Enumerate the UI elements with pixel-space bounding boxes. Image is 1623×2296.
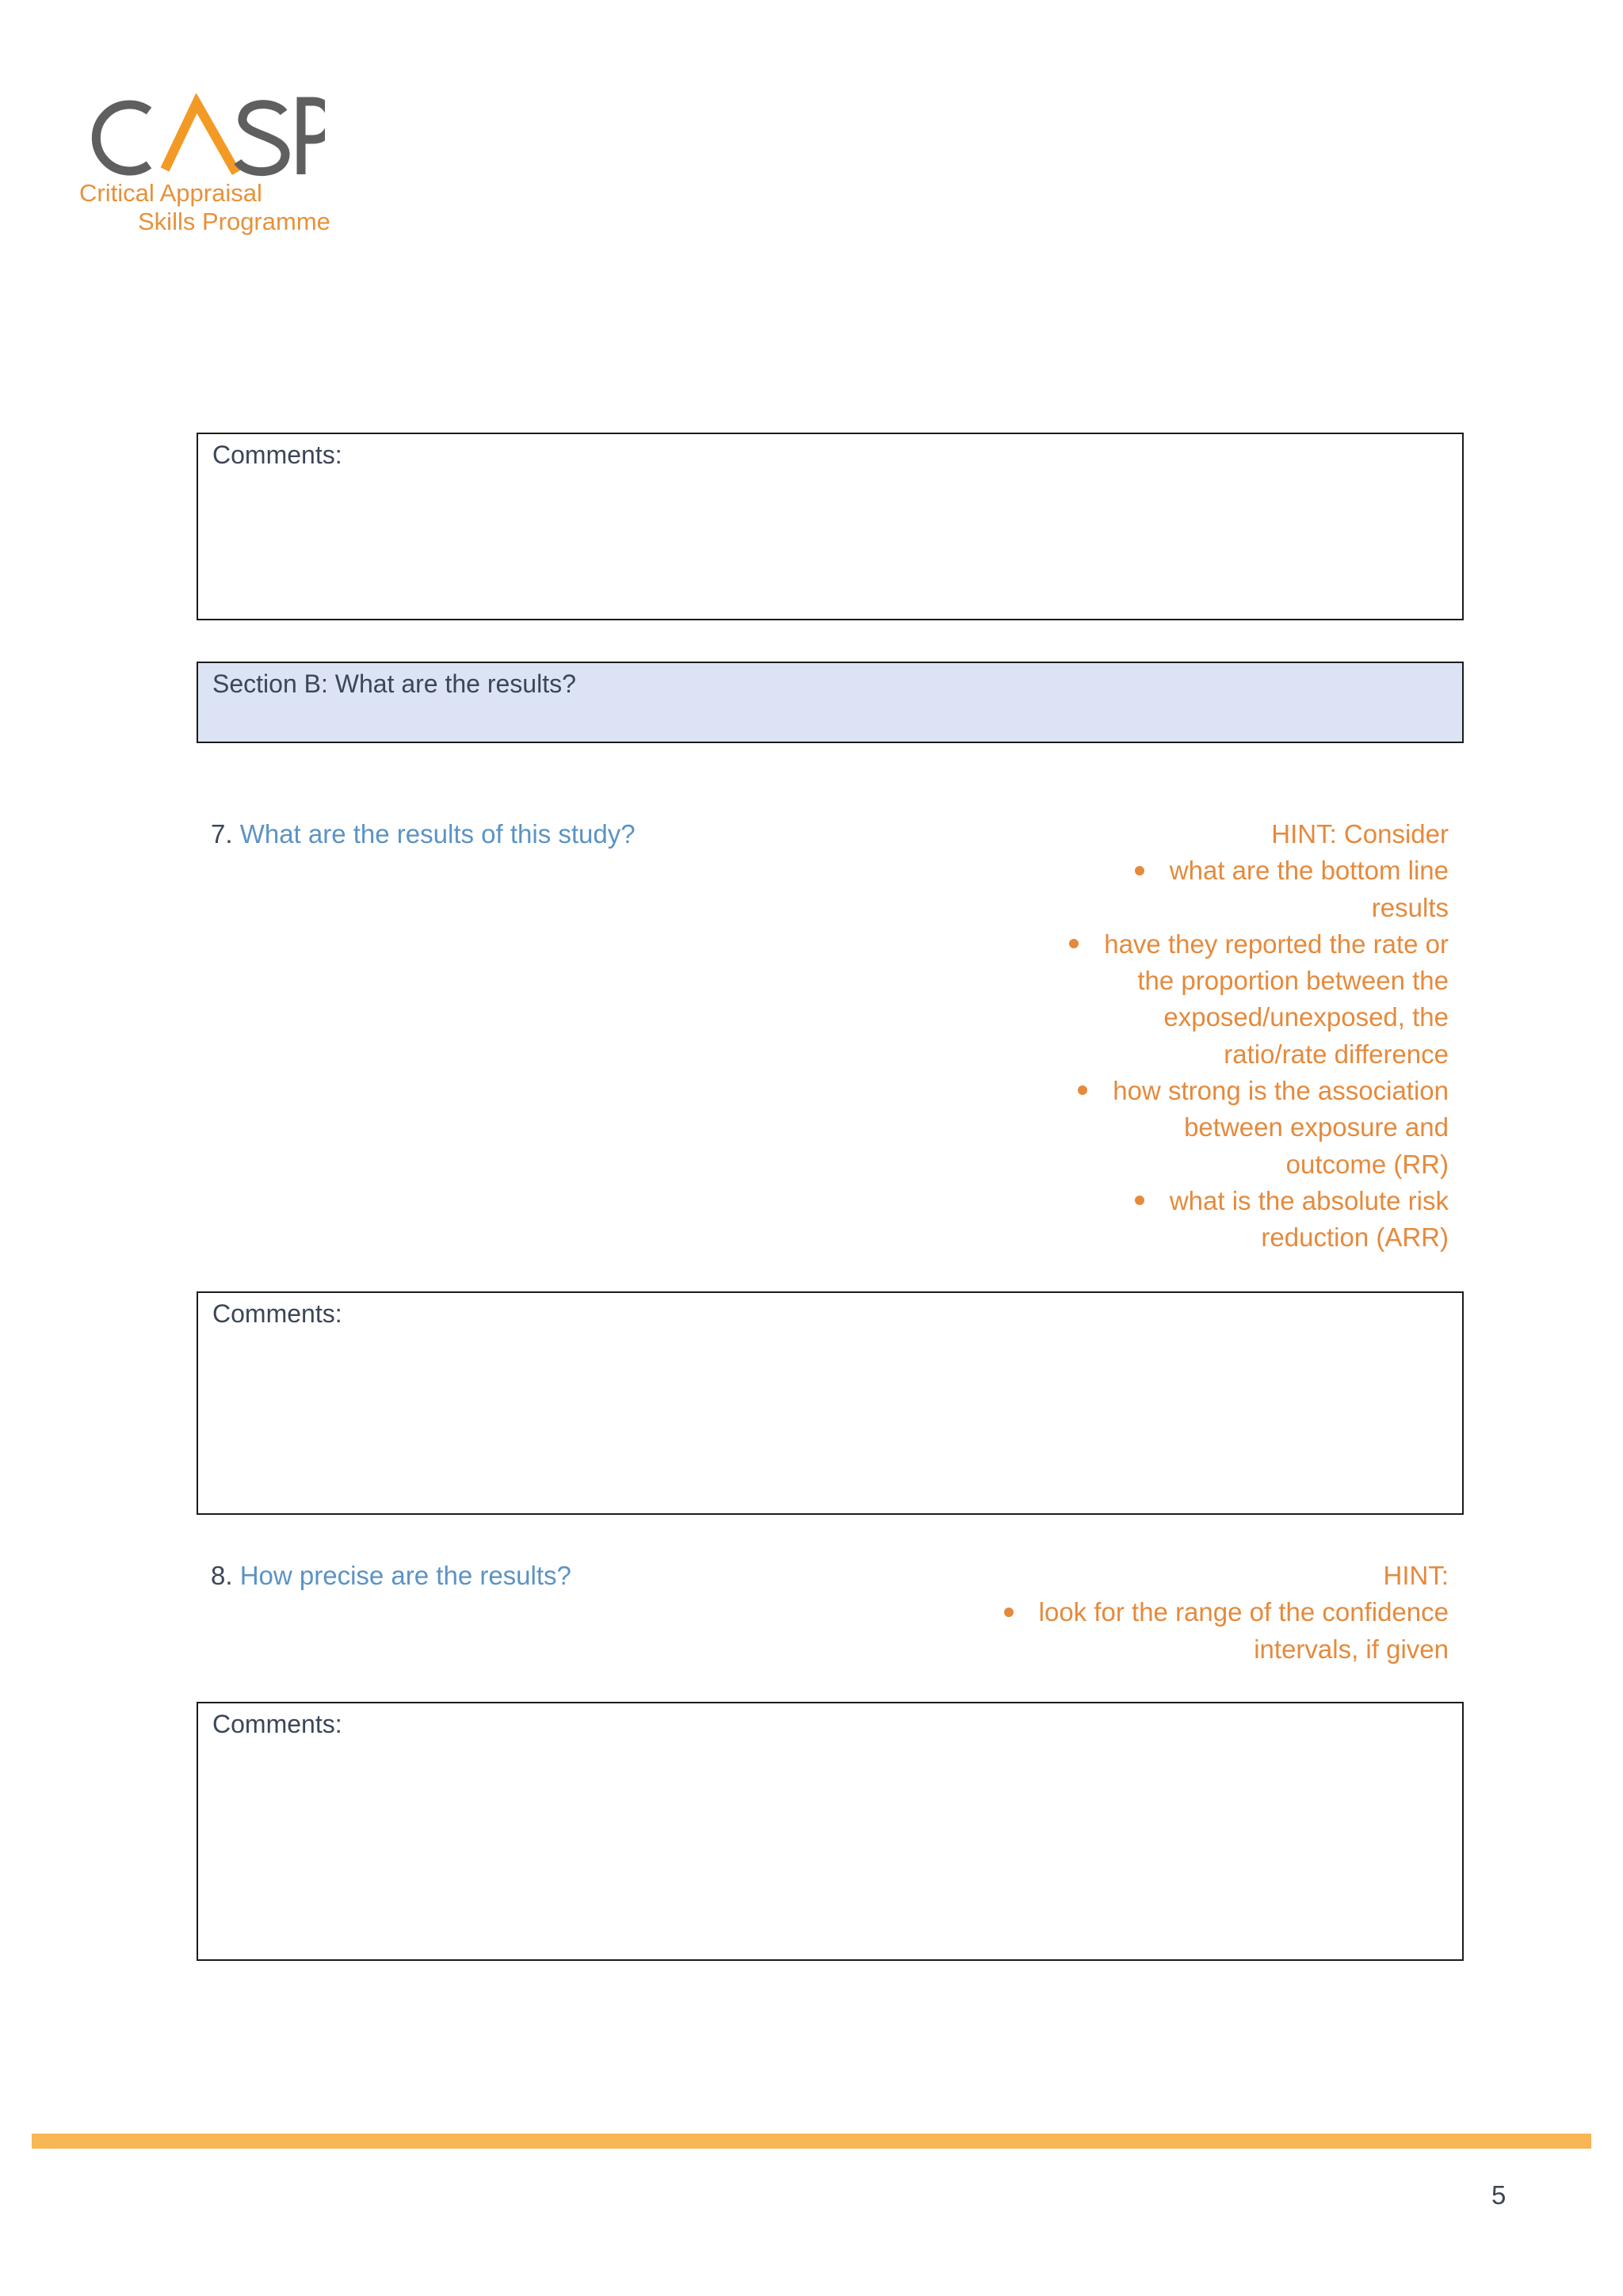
- comments-label: Comments:: [212, 441, 342, 469]
- question-7-hint-title: HINT: Consider: [1271, 819, 1449, 849]
- hint-line: intervals, if given: [1254, 1634, 1449, 1664]
- logo-text-line2: Skills Programme: [138, 208, 330, 235]
- question-8-hint-list: [1004, 1594, 1449, 1668]
- comments-label: Comments:: [212, 1710, 342, 1738]
- casp-logo: [79, 93, 333, 244]
- hint-item: [1069, 926, 1449, 1073]
- question-7-hint: [1069, 816, 1449, 1257]
- question-7: [211, 819, 636, 849]
- hint-item: [1069, 1073, 1449, 1183]
- hint-item: [1004, 1594, 1449, 1668]
- question-7-hint-list: [1069, 852, 1449, 1256]
- comments-label: Comments:: [212, 1299, 342, 1328]
- hint-line: reduction (ARR): [1261, 1222, 1449, 1253]
- hint-line: have they reported the rate or: [1104, 929, 1449, 959]
- bullet-icon: [1069, 939, 1079, 948]
- bullet-icon: [1135, 1196, 1144, 1205]
- logo-text-line1: Critical Appraisal: [79, 179, 262, 207]
- question-8-number: 8.: [211, 1561, 233, 1590]
- comments-box-question-7[interactable]: [197, 1291, 1464, 1515]
- question-7-text: What are the results of this study?: [239, 819, 636, 849]
- hint-line: what is the absolute risk: [1169, 1185, 1449, 1215]
- bullet-icon: [1078, 1085, 1087, 1095]
- hint-line: how strong is the association: [1113, 1076, 1449, 1106]
- casp-logo-mark: [79, 93, 325, 181]
- question-8-hint-title: HINT:: [1383, 1561, 1449, 1590]
- hint-line: what are the bottom line: [1169, 856, 1449, 886]
- hint-line: results: [1371, 892, 1449, 922]
- hint-line: ratio/rate difference: [1224, 1039, 1449, 1069]
- question-8-hint: [1004, 1558, 1449, 1668]
- comments-box-previous[interactable]: [197, 433, 1464, 620]
- hint-line: outcome (RR): [1285, 1149, 1449, 1179]
- page-number: 5: [1491, 2180, 1507, 2210]
- hint-line: exposed/unexposed, the: [1163, 1002, 1449, 1032]
- footer-bar: [32, 2134, 1591, 2149]
- hint-line: look for the range of the confidence: [1038, 1597, 1449, 1627]
- hint-item: [1069, 1183, 1449, 1257]
- hint-line: between exposure and: [1184, 1112, 1449, 1142]
- hint-item: [1069, 852, 1449, 926]
- comments-box-question-8[interactable]: [197, 1702, 1464, 1961]
- section-b-header: [197, 662, 1464, 743]
- bullet-icon: [1004, 1608, 1014, 1617]
- question-8: [211, 1561, 571, 1591]
- hint-line: the proportion between the: [1137, 966, 1449, 996]
- question-8-text: How precise are the results?: [239, 1561, 571, 1590]
- section-b-title: Section B: What are the results?: [212, 669, 576, 698]
- bullet-icon: [1135, 866, 1144, 875]
- question-7-number: 7.: [211, 819, 233, 849]
